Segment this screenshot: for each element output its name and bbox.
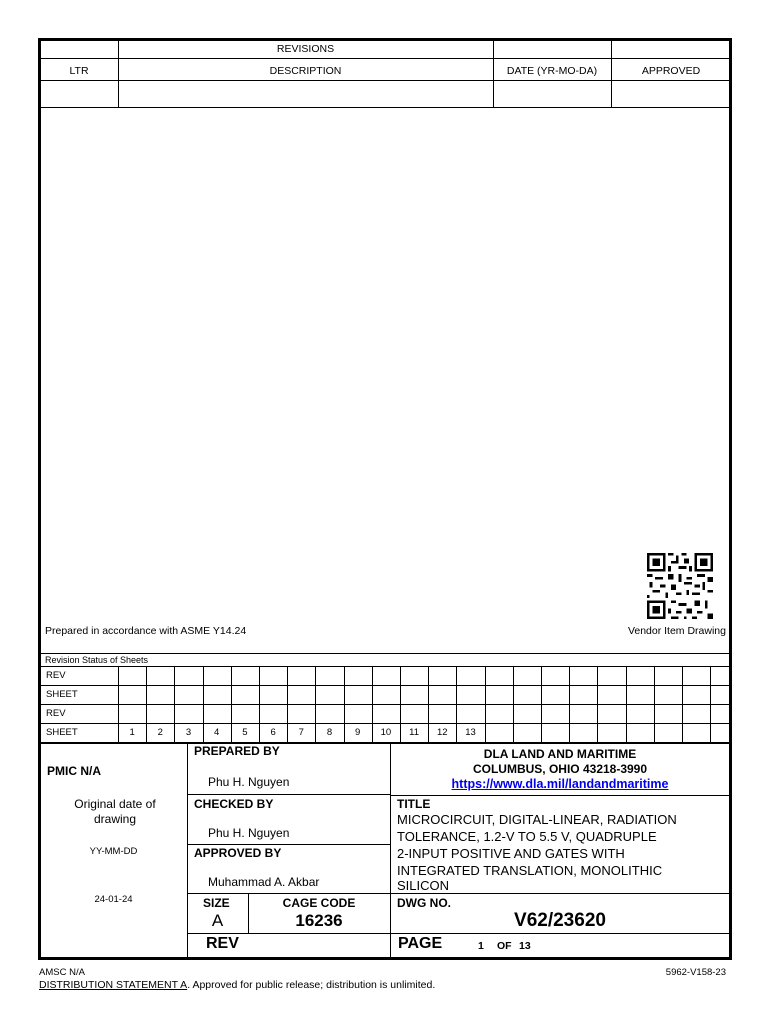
sheet-number-cell: 7 [298,727,304,738]
sheet-number-cell: 11 [409,727,420,738]
status-vline [513,666,514,742]
checked-by-name: Phu H. Nguyen [208,826,290,840]
agency-address: COLUMBUS, OHIO 43218-3990 [472,762,648,776]
tb-line-rev [187,933,730,934]
sheet-number-cell: 5 [242,727,248,738]
approved-by-label: APPROVED BY [194,846,282,860]
size-value: A [211,911,224,930]
status-vline [626,666,627,742]
qr-code-icon [647,553,713,619]
sheet-number-cell: 10 [380,727,392,738]
rev-line-1 [40,58,730,59]
page-number: 1 [478,940,484,952]
approved-by-name: Muhammad A. Akbar [208,875,320,889]
page-label: PAGE [398,935,443,952]
revisions-title: REVISIONS [276,43,335,55]
distribution-statement [39,979,435,991]
status-vline [541,666,542,742]
title-line-2: TOLERANCE, 1.2-V TO 5.5 V, QUADRUPLE [397,829,657,844]
pmic: PMIC N/A [47,764,101,778]
status-vline [597,666,598,742]
col-approved: APPROVED [641,65,701,77]
page-of: OF [497,940,512,952]
dist-text: . Approved for public release; distribution is unlimited. [187,979,436,991]
prepared-by-name: Phu H. Nguyen [208,775,290,789]
cage-code-label: CAGE CODE [282,896,356,910]
original-date-label: Original date of drawing [74,797,156,826]
rev-status-title: Revision Status of Sheets [45,655,149,665]
form-number: 5962-V158-23 [665,967,726,978]
vendor-item-drawing: Vendor Item Drawing [627,625,726,637]
tb-line-title [390,795,730,796]
page-total: 13 [519,940,531,952]
row-rev-1: REV [46,670,66,681]
row-sheet-1: SHEET [46,689,78,700]
sheet-number-cell: 12 [436,727,448,738]
row-sheet-2: SHEET [46,727,78,738]
prepared-by-label: PREPARED BY [194,744,280,758]
agency-url-link[interactable]: https://www.dla.mil/landandmaritime [451,777,669,791]
asme-note: Prepared in accordance with ASME Y14.24 [45,625,247,637]
row-rev-2: REV [46,708,66,719]
rev-line-3 [40,107,730,108]
dwg-no-label: DWG NO. [397,896,451,910]
status-vline [569,666,570,742]
dwg-no-value: V62/23620 [514,910,606,931]
sheet-number-cell: 3 [185,727,192,738]
status-vline [654,666,655,742]
col-ltr: LTR [69,65,89,77]
title-label: TITLE [397,797,431,811]
status-line-top [40,653,730,654]
tb-line-checked [187,794,390,795]
rev-line-2 [40,80,730,81]
sheet-number-cell: 1 [129,727,135,738]
sheet-number-cell: 4 [214,727,220,738]
sheet-number-cell: 13 [465,727,476,738]
title-block-top [40,742,730,744]
status-vline [682,666,683,742]
size-label: SIZE [203,896,230,910]
tb-line-size [187,893,730,894]
date-format: YY-MM-DD [89,846,138,857]
title-line-4: INTEGRATED TRANSLATION, MONOLITHIC [397,863,663,878]
status-vline [710,666,711,742]
sheet-number-cell: 9 [355,727,361,738]
title-line-3: 2-INPUT POSITIVE AND GATES WITH [397,846,625,861]
title-line-1: MICROCIRCUIT, DIGITAL-LINEAR, RADIATION [397,812,677,827]
sheet-number-cell: 8 [326,727,333,738]
tb-line-approved [187,844,390,845]
amsc: AMSC N/A [39,967,85,978]
sheet-number-cell: 2 [157,727,163,738]
col-description: DESCRIPTION [269,65,342,77]
cage-code-value: 16236 [295,911,343,930]
status-vline [485,666,486,742]
agency-name: DLA LAND AND MARITIME [483,747,637,761]
checked-by-label: CHECKED BY [194,797,274,811]
sheet-number-cell: 6 [270,727,276,738]
title-line-5: SILICON [397,878,450,893]
col-date: DATE (YR-MO-DA) [506,65,598,77]
rev-label: REV [206,935,239,952]
dist-title: DISTRIBUTION STATEMENT A [39,979,188,991]
drawing-title [397,811,727,893]
original-date: 24-01-24 [94,894,133,905]
